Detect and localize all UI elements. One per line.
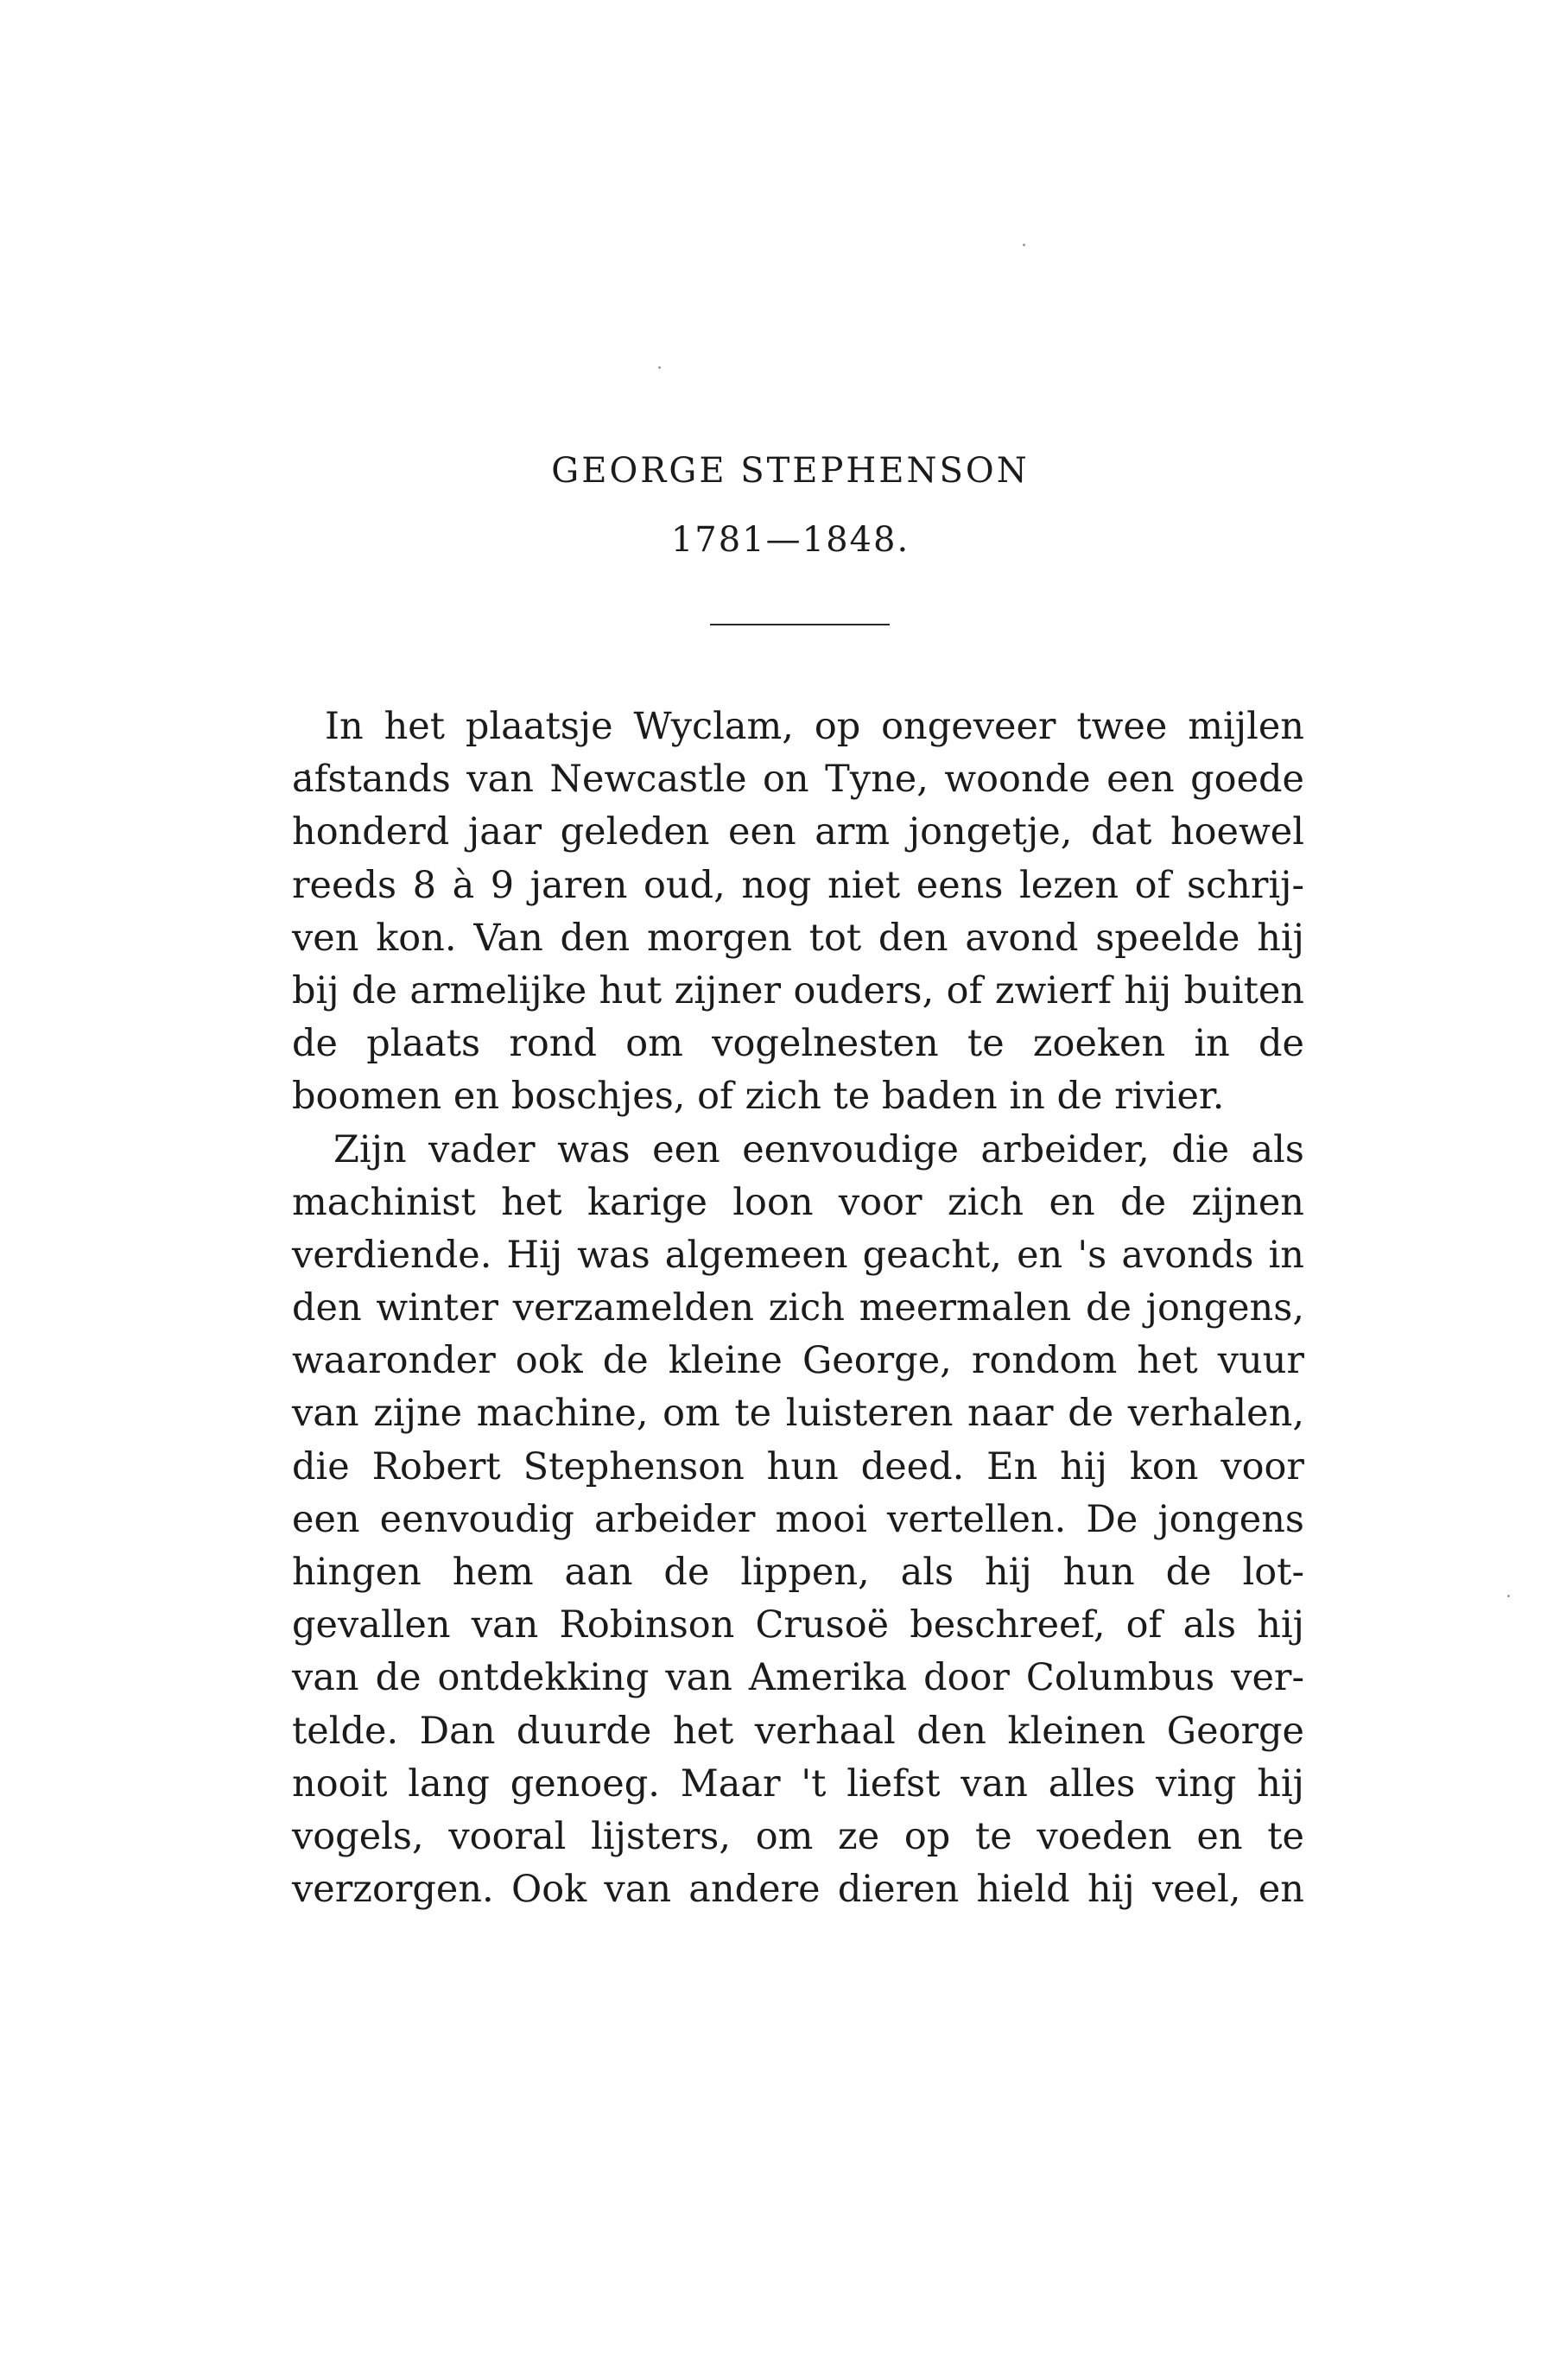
text-line: ven kon. Van den morgen tot den avond speelde hij: [292, 916, 1304, 960]
body-text: [292, 701, 1304, 1916]
text-line: bij de armelijke hut zijner ouders, of zwierf hij buiten: [292, 968, 1304, 1012]
text-line: verzorgen. Ook van andere dieren hield hij veel, en: [292, 1868, 1304, 1912]
text-line: vogels, vooral lijsters, om ze op te voeden en te: [292, 1814, 1304, 1858]
text-line: van de ontdekking van Amerika door Columbus ver-: [292, 1656, 1304, 1700]
title-divider: [710, 624, 890, 625]
print-speck: [1023, 244, 1025, 246]
text-line: reeds 8 à 9 jaren oud, nog niet eens lezen of schrij-: [292, 863, 1304, 907]
text-line: honderd jaar geleden een arm jongetje, dat hoewel: [292, 810, 1304, 854]
text-line: afstands van Newcastle on Tyne, woonde een goede: [292, 758, 1304, 802]
print-speck: [658, 366, 661, 369]
text-line: gevallen van Robinson Crusoë beschreef, of als hij: [292, 1603, 1304, 1647]
text-line: waaronder ook de kleine George, rondom het vuur: [292, 1339, 1304, 1383]
text-line: Zijn vader was een eenvoudige arbeider, die als: [333, 1127, 1304, 1171]
chapter-dates: 1781—1848.: [670, 520, 910, 560]
text-line: nooit lang genoeg. Maar 't liefst van alles ving hij: [292, 1761, 1304, 1806]
text-line: een eenvoudig arbeider mooi vertellen. De jongens: [292, 1497, 1304, 1541]
text-line: hingen hem aan de lippen, als hij hun de lot-: [292, 1551, 1304, 1594]
text-line: de plaats rond om vogelnesten te zoeken in de: [292, 1022, 1304, 1066]
text-line: van zijne machine, om te luisteren naar de verhalen,: [292, 1392, 1304, 1436]
text-line: verdiende. Hij was algemeen geacht, en 's avonds in: [292, 1233, 1304, 1277]
text-line: machinist het karige loon voor zich en de zijnen: [292, 1180, 1304, 1224]
text-line: boomen en boschjes, of zich te baden in de rivier.: [292, 1075, 1225, 1119]
text-line: die Robert Stephenson hun deed. En hij kon voor: [292, 1444, 1304, 1488]
text-line: den winter verzamelden zich meermalen de jongens,: [292, 1286, 1304, 1330]
chapter-title: GEORGE STEPHENSON: [551, 451, 1030, 491]
text-line: In het plaatsje Wyclam, op ongeveer twee mijlen: [325, 705, 1304, 748]
print-speck: [1507, 1595, 1510, 1597]
text-line: telde. Dan duurde het verhaal den kleinen George: [292, 1709, 1304, 1753]
